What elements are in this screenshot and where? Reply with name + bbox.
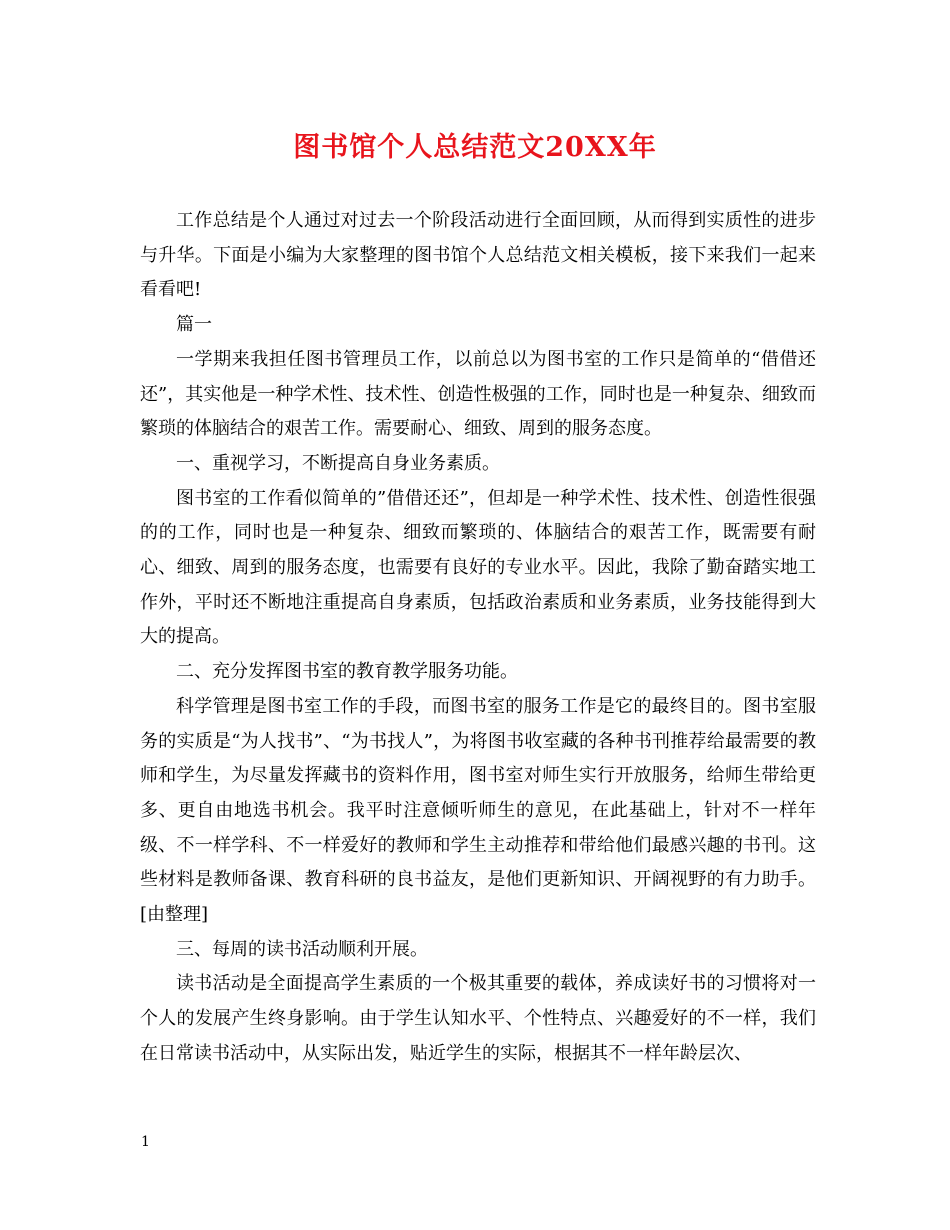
page-number: 1 (141, 1134, 150, 1150)
paragraph-overview: 一学期来我担任图书管理员工作，以前总以为图书室的工作只是简单的“借借还还”，其实他是一种学术性、技术性、创造性极强的工作，同时也是一种复杂、细致而繁琐的体脑结合的艰苦工作。需要耐心、细致、周到的服务态度。 (140, 348, 816, 440)
document-body (140, 204, 816, 1072)
heading-section-2: 二、充分发挥图书室的教育教学服务功能。 (176, 661, 518, 683)
paragraph-section-3: 读书活动是全面提高学生素质的一个极其重要的载体，养成读好书的习惯将对一个人的发展产生终身影响。由于学生认知水平、个性特点、兴趣爱好的不一样，我们在日常读书活动中，从实际出发，贴近学生的实际，根据其不一样年龄层次、 (140, 973, 816, 1064)
heading-section-1: 一、重视学习，不断提高自身业务素质。 (176, 452, 500, 474)
paragraph-section-2: 科学管理是图书室工作的手段，而图书室的服务工作是它的最终目的。图书室服务的实质是“为人找书”、“为书找人”，为将图书收室藏的各种书刊推荐给最需要的教师和学生，为尽量发挥藏书的资料作用，图书室对师生实行开放服务，给师生带给更多、更自由地选书机会。我平时注意倾听师生的意见，在此基础上，针对不一样年级、不一样学科、不一样爱好的教师和学生主动推荐和带给他们最感兴趣的书刊。这些材料是教师备课、教育科研的良书益友，是他们更新知识、开阔视野的有力助手。[由整理] (140, 695, 816, 926)
paragraph-section-label: 篇一 (176, 314, 212, 336)
paragraph-intro: 工作总结是个人通过对过去一个阶段活动进行全面回顾，从而得到实质性的进步与升华。下面是小编为大家整理的图书馆个人总结范文相关模板，接下来我们一起来看看吧! (140, 210, 816, 301)
paragraph-section-1: 图书室的工作看似简单的”借借还还”，但却是一种学术性、技术性、创造性很强的的工作，同时也是一种复杂、细致而繁琐的、体脑结合的艰苦工作，既需要有耐心、细致、周到的服务态度，也需要有良好的专业水平。因此，我除了勤奋踏实地工作外，平时还不断地注重提高自身素质，包括政治素质和业务素质，业务技能得到大大的提高。 (140, 487, 816, 648)
document-title: 图书馆个人总结范文20XX年 (293, 132, 657, 163)
heading-section-3: 三、每周的读书活动顺利开展。 (176, 938, 428, 960)
